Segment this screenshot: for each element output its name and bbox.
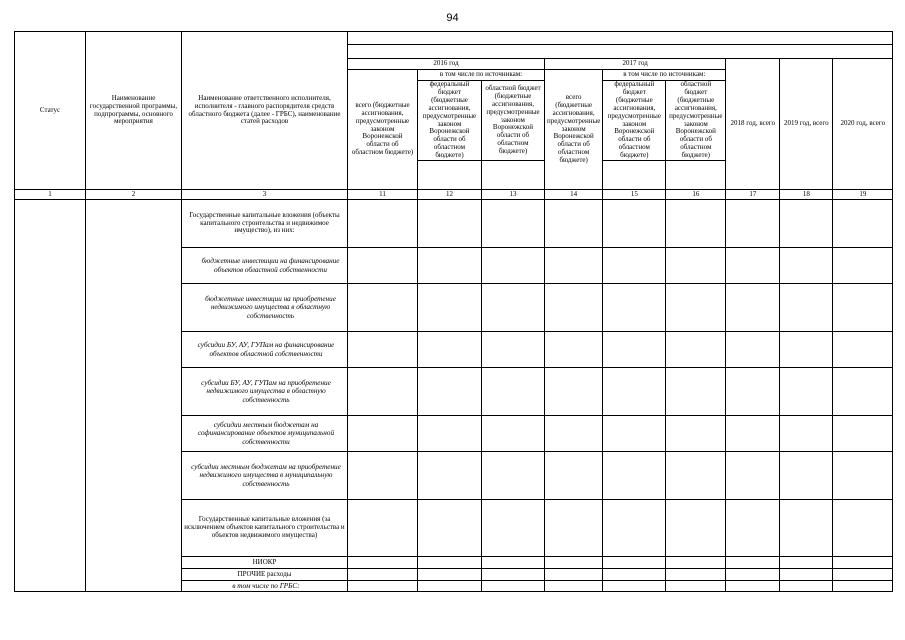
header-federal-2017: федеральный бюджет (бюджетные ассигнования, предусмотренные законом Воронежской области об областном бюджете) — [603, 81, 666, 161]
row-label: Государственные капитальные вложения (объекты капитального строительства и недвижимое имущество), из них: — [182, 200, 348, 248]
value-cell — [603, 332, 666, 368]
row-label: субсидии местным бюджетам на приобретение недвижимого имущества в муниципальную собственность — [182, 452, 348, 500]
value-cell — [726, 200, 780, 248]
value-cell — [418, 500, 482, 557]
value-cell — [666, 332, 726, 368]
column-number: 11 — [348, 190, 418, 200]
value-cell — [666, 581, 726, 592]
value-cell — [666, 452, 726, 500]
column-number: 3 — [182, 190, 348, 200]
value-cell — [545, 557, 603, 569]
header-federal-2016: федеральный бюджет (бюджетные ассигнования, предусмотренные законом Воронежской области об областном бюджете) — [418, 81, 482, 161]
value-cell — [666, 368, 726, 416]
value-cell — [726, 284, 780, 332]
value-cell — [833, 569, 893, 581]
value-cell — [603, 500, 666, 557]
value-cell — [603, 416, 666, 452]
row-label: ПРОЧИЕ расходы — [182, 569, 348, 581]
header-by-sources-2016: в том числе по источникам: — [418, 70, 545, 81]
value-cell — [545, 284, 603, 332]
value-cell — [545, 581, 603, 592]
value-cell — [348, 200, 418, 248]
column-number: 2 — [86, 190, 182, 200]
value-cell — [545, 452, 603, 500]
header-by-sources-2017: в том числе по источникам: — [603, 70, 726, 81]
value-cell — [418, 332, 482, 368]
value-cell — [348, 500, 418, 557]
value-cell — [666, 416, 726, 452]
row-label: в том числе по ГРБС: — [182, 581, 348, 592]
header-total-2017: всего (бюджетные ассигнования, предусмотренные законом Воронежской области об областном бюджете) — [545, 70, 603, 190]
header-executor: Наименование ответственного исполнителя, исполнителя - главного распорядителя средств областного бюджета (далее - ГРБС), наименование статей расходов — [182, 32, 348, 190]
value-cell — [348, 284, 418, 332]
value-cell — [482, 416, 545, 452]
value-cell — [666, 569, 726, 581]
budget-table — [14, 31, 893, 592]
value-cell — [833, 416, 893, 452]
value-cell — [603, 200, 666, 248]
header-total-2016: всего (бюджетные ассигнования, предусмотренные законом Воронежской области об областном бюджете) — [348, 70, 418, 190]
header-2018: 2018 год, всего — [726, 59, 780, 190]
value-cell — [545, 368, 603, 416]
value-cell — [780, 332, 833, 368]
value-cell — [482, 332, 545, 368]
value-cell — [482, 581, 545, 592]
value-cell — [482, 248, 545, 284]
value-cell — [418, 557, 482, 569]
value-cell — [348, 452, 418, 500]
value-cell — [833, 200, 893, 248]
value-cell — [348, 332, 418, 368]
value-cell — [833, 452, 893, 500]
column-number: 1 — [15, 190, 86, 200]
value-cell — [666, 284, 726, 332]
value-cell — [603, 569, 666, 581]
column-number-row — [15, 190, 893, 200]
value-cell — [418, 416, 482, 452]
column-number: 19 — [833, 190, 893, 200]
value-cell — [603, 368, 666, 416]
value-cell — [833, 248, 893, 284]
column-number: 13 — [482, 190, 545, 200]
value-cell — [780, 569, 833, 581]
value-cell — [666, 500, 726, 557]
row-label: НИОКР — [182, 557, 348, 569]
value-cell — [726, 569, 780, 581]
value-cell — [833, 581, 893, 592]
value-cell — [603, 452, 666, 500]
value-cell — [603, 248, 666, 284]
value-cell — [482, 452, 545, 500]
value-cell — [482, 284, 545, 332]
table-row — [15, 200, 893, 248]
value-cell — [666, 248, 726, 284]
value-cell — [418, 581, 482, 592]
header-year-2017: 2017 год — [545, 59, 726, 70]
value-cell — [726, 332, 780, 368]
value-cell — [482, 569, 545, 581]
value-cell — [348, 581, 418, 592]
column-number: 17 — [726, 190, 780, 200]
value-cell — [482, 200, 545, 248]
column-number: 14 — [545, 190, 603, 200]
value-cell — [482, 557, 545, 569]
value-cell — [726, 452, 780, 500]
row-label: субсидии БУ, АУ, ГУПам на приобретение недвижимого имущества в областную собственность — [182, 368, 348, 416]
value-cell — [726, 557, 780, 569]
value-cell — [780, 581, 833, 592]
table-body — [15, 32, 893, 592]
value-cell — [833, 284, 893, 332]
value-cell — [833, 557, 893, 569]
value-cell — [603, 557, 666, 569]
header-blank-second — [348, 45, 893, 59]
value-cell — [780, 416, 833, 452]
column-number: 15 — [603, 190, 666, 200]
value-cell — [833, 332, 893, 368]
column-number: 12 — [418, 190, 482, 200]
value-cell — [780, 200, 833, 248]
column-number: 18 — [780, 190, 833, 200]
value-cell — [545, 200, 603, 248]
value-cell — [482, 368, 545, 416]
value-cell — [780, 452, 833, 500]
value-cell — [418, 452, 482, 500]
value-cell — [545, 248, 603, 284]
header-blank-bottom — [603, 161, 666, 190]
program-cell — [86, 200, 182, 592]
row-label: бюджетные инвестиции на приобретение недвижимого имущества в областную собственность — [182, 284, 348, 332]
value-cell — [348, 557, 418, 569]
value-cell — [780, 500, 833, 557]
header-blank-bottom — [418, 161, 482, 190]
value-cell — [348, 368, 418, 416]
header-2019: 2019 год, всего — [780, 59, 833, 190]
value-cell — [726, 500, 780, 557]
value-cell — [348, 248, 418, 284]
value-cell — [545, 332, 603, 368]
value-cell — [833, 368, 893, 416]
value-cell — [780, 284, 833, 332]
column-number: 16 — [666, 190, 726, 200]
header-status: Статус — [15, 32, 86, 190]
value-cell — [348, 569, 418, 581]
value-cell — [603, 284, 666, 332]
header-regional-2016: областной бюджет (бюджетные ассигнования, предусмотренные законом Воронежской области об областном бюджете) — [482, 81, 545, 161]
value-cell — [726, 368, 780, 416]
value-cell — [603, 581, 666, 592]
value-cell — [482, 500, 545, 557]
value-cell — [833, 500, 893, 557]
value-cell — [545, 500, 603, 557]
header-regional-2017: областной бюджет (бюджетные ассигнования, предусмотренные законом Воронежской области об областном бюджете) — [666, 81, 726, 161]
status-cell — [15, 200, 86, 592]
header-2020: 2020 год, всего — [833, 59, 893, 190]
value-cell — [666, 557, 726, 569]
header-blank-top — [348, 32, 893, 45]
row-label: бюджетные инвестиции на финансирование объектов областной собственности — [182, 248, 348, 284]
value-cell — [348, 416, 418, 452]
value-cell — [780, 248, 833, 284]
row-label: Государственные капитальные вложения (за исключением объектов капитального строительства и объектов недвижимого имущества) — [182, 500, 348, 557]
value-cell — [780, 368, 833, 416]
row-label: субсидии БУ, АУ, ГУПам на финансирование объектов областной собственности — [182, 332, 348, 368]
value-cell — [418, 284, 482, 332]
page-number: 94 — [446, 12, 459, 24]
value-cell — [780, 557, 833, 569]
value-cell — [726, 581, 780, 592]
value-cell — [726, 248, 780, 284]
row-label: субсидии местным бюджетам на софинансирование объектов муниципальной собственности — [182, 416, 348, 452]
value-cell — [545, 569, 603, 581]
value-cell — [418, 569, 482, 581]
header-blank-bottom — [482, 161, 545, 190]
header-blank-bottom — [666, 161, 726, 190]
value-cell — [666, 200, 726, 248]
header-program: Наименование государственной программы, подпрограммы, основного мероприятия — [86, 32, 182, 190]
header-year-2016: 2016 год — [348, 59, 545, 70]
value-cell — [418, 248, 482, 284]
value-cell — [418, 368, 482, 416]
value-cell — [418, 200, 482, 248]
value-cell — [726, 416, 780, 452]
value-cell — [545, 416, 603, 452]
